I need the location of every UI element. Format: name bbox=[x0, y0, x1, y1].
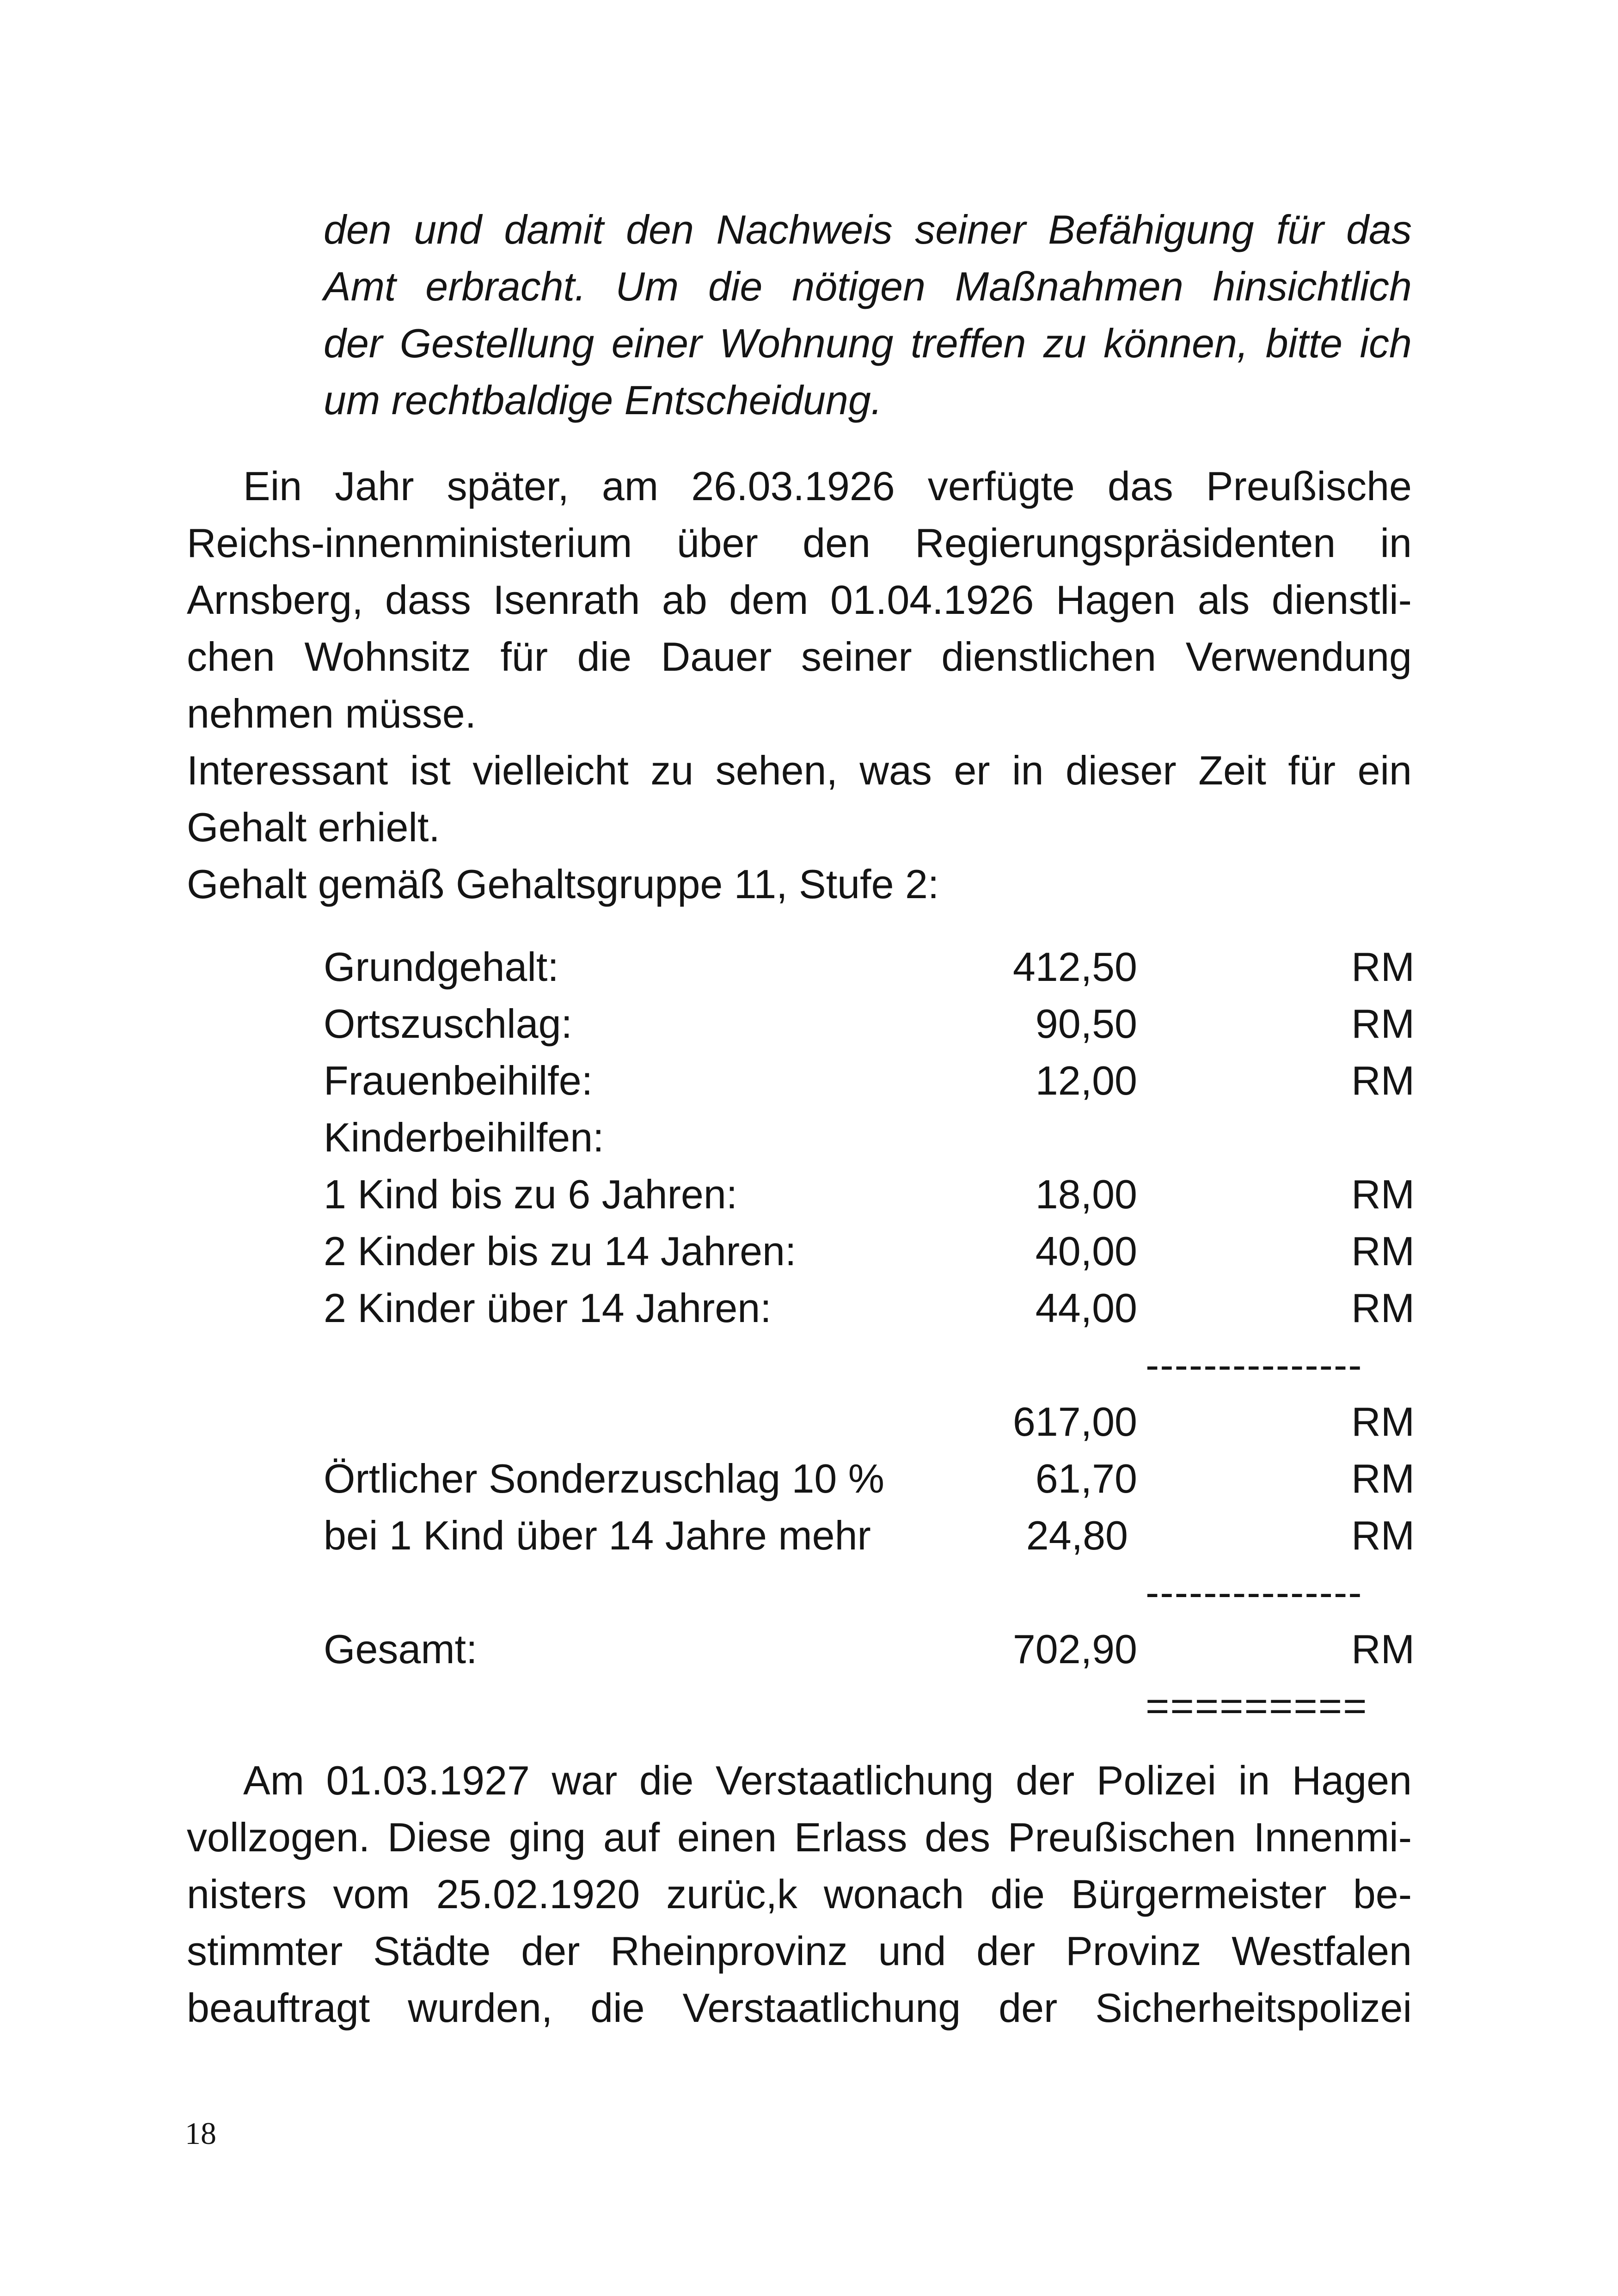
subtotal-row bbox=[324, 1393, 1415, 1450]
salary-amount: 44,00 bbox=[1035, 1285, 1137, 1331]
paragraph-line: Interessant ist vielleicht zu sehen, was er in dieser Zeit für ein bbox=[187, 747, 1412, 793]
salary-label: Kinderbeihilfen: bbox=[324, 1114, 604, 1160]
paragraph-line: Reichs-innenministerium über den Regierungspräsidenten in bbox=[187, 520, 1412, 566]
salary-label: 2 Kinder über 14 Jahren: bbox=[324, 1285, 772, 1331]
separator-row bbox=[324, 1564, 1415, 1621]
salary-amount: 18,00 bbox=[1035, 1171, 1137, 1217]
subtotal-currency: RM bbox=[1351, 1399, 1415, 1445]
body-text-upper bbox=[187, 458, 1412, 912]
salary-currency: RM bbox=[1351, 1512, 1415, 1558]
salary-label: Grundgehalt: bbox=[324, 944, 559, 990]
salary-currency: RM bbox=[1351, 1001, 1415, 1047]
salary-currency: RM bbox=[1351, 1456, 1415, 1501]
salary-label: bei 1 Kind über 14 Jahre mehr bbox=[324, 1512, 871, 1558]
paragraph-line: beauftragt wurden, die Verstaatlichung der Sicherheitspolizei bbox=[187, 1985, 1412, 2031]
paragraph-line: vollzogen. Diese ging auf einen Erlass des Preußischen Innenmi- bbox=[187, 1814, 1412, 1860]
salary-amount: 90,50 bbox=[1035, 1001, 1137, 1047]
salary-row bbox=[324, 1052, 1415, 1109]
total-row bbox=[324, 1621, 1415, 1678]
salary-label: 2 Kinder bis zu 14 Jahren: bbox=[324, 1228, 797, 1274]
subtotal-amount: 617,00 bbox=[1012, 1399, 1137, 1445]
salary-label: 1 Kind bis zu 6 Jahren: bbox=[324, 1171, 738, 1217]
salary-currency: RM bbox=[1351, 1228, 1415, 1274]
paragraph-line: Gehalt erhielt. bbox=[187, 804, 440, 850]
salary-row bbox=[324, 1280, 1415, 1336]
total-underline-row bbox=[324, 1678, 1415, 1734]
paragraph-line: nehmen müsse. bbox=[187, 691, 477, 736]
sum-separator: --------------- bbox=[1146, 1569, 1363, 1615]
salary-row bbox=[324, 938, 1415, 995]
salary-row bbox=[324, 995, 1415, 1052]
total-currency: RM bbox=[1351, 1626, 1415, 1672]
salary-label: Frauenbeihilfe: bbox=[324, 1058, 593, 1103]
paragraph-line: nisters vom 25.02.1920 zurüc,k wonach die Bürgermeister be- bbox=[187, 1871, 1412, 1917]
total-label: Gesamt: bbox=[324, 1626, 478, 1672]
paragraph-line: Arnsberg, dass Isenrath ab dem 01.04.1926 Hagen als dienstli- bbox=[187, 577, 1412, 623]
salary-heading: Gehalt gemäß Gehaltsgruppe 11, Stufe 2: bbox=[187, 861, 939, 907]
total-amount: 702,90 bbox=[1012, 1626, 1137, 1672]
quote-line: den und damit den Nachweis seiner Befähigung für das bbox=[324, 207, 1412, 252]
body-text-lower bbox=[187, 1752, 1412, 2036]
paragraph-line: Am 01.03.1927 war die Verstaatlichung der Polizei in Hagen bbox=[243, 1757, 1412, 1803]
separator-row bbox=[324, 1336, 1415, 1393]
salary-row bbox=[324, 1109, 1415, 1166]
quoted-letter-excerpt bbox=[324, 201, 1412, 429]
quote-line: der Gestellung einer Wohnung treffen zu können, bitte ich bbox=[324, 320, 1412, 366]
salary-label: Ortszuschlag: bbox=[324, 1001, 572, 1047]
paragraph-line: chen Wohnsitz für die Dauer seiner dienstlichen Verwendung bbox=[187, 634, 1412, 680]
salary-amount: 61,70 bbox=[1035, 1456, 1137, 1501]
salary-currency: RM bbox=[1351, 1058, 1415, 1103]
quote-line: Amt erbracht. Um die nötigen Maßnahmen hinsichtlich bbox=[324, 263, 1412, 309]
salary-row bbox=[324, 1450, 1415, 1507]
sum-separator: --------------- bbox=[1146, 1342, 1363, 1388]
salary-amount: 12,00 bbox=[1035, 1058, 1137, 1103]
salary-currency: RM bbox=[1351, 1171, 1415, 1217]
salary-row bbox=[324, 1166, 1415, 1223]
paragraph-line: Ein Jahr später, am 26.03.1926 verfügte das Preußische bbox=[243, 463, 1412, 509]
page-number: 18 bbox=[185, 2116, 216, 2151]
salary-label: Örtlicher Sonderzuschlag 10 % bbox=[324, 1456, 885, 1501]
quote-line: um rechtbaldige Entscheidung. bbox=[324, 377, 883, 423]
salary-currency: RM bbox=[1351, 944, 1415, 990]
paragraph-line: stimmter Städte der Rheinprovinz und der Provinz Westfalen bbox=[187, 1928, 1412, 1974]
salary-currency: RM bbox=[1351, 1285, 1415, 1331]
salary-amount: 412,50 bbox=[1012, 944, 1137, 990]
total-double-underline: ========= bbox=[1146, 1683, 1368, 1729]
salary-row bbox=[324, 1507, 1415, 1564]
salary-amount: 24,80 bbox=[1026, 1512, 1128, 1558]
salary-row bbox=[324, 1223, 1415, 1280]
salary-amount: 40,00 bbox=[1035, 1228, 1137, 1274]
